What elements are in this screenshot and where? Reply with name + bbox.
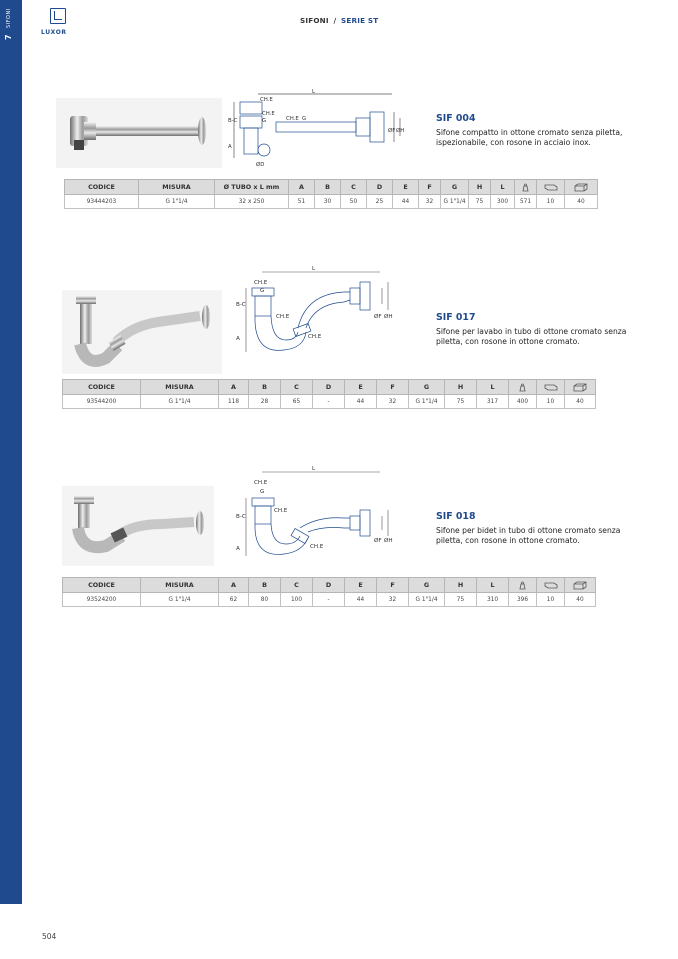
cell: G 1"1/4 bbox=[139, 195, 215, 209]
spec-table-sif018 bbox=[62, 577, 596, 607]
label-d: ØD bbox=[256, 162, 265, 168]
label-h: ØH bbox=[384, 314, 393, 320]
technical-drawing-sif017 bbox=[232, 262, 418, 362]
col-header: C bbox=[281, 380, 313, 395]
page-number: 504 bbox=[42, 932, 57, 941]
header-series: SERIE ST bbox=[341, 16, 379, 25]
cell: 10 bbox=[537, 593, 565, 607]
cell: 32 bbox=[377, 593, 409, 607]
label-a: A bbox=[236, 336, 240, 342]
spec-table-sif004 bbox=[64, 179, 598, 209]
product-photo-sif018 bbox=[62, 486, 214, 566]
col-header: CODICE bbox=[63, 380, 141, 395]
product-code-sif018: SIF 018 bbox=[436, 511, 476, 522]
cell: 93444203 bbox=[65, 195, 139, 209]
col-header: L bbox=[491, 180, 515, 195]
technical-drawing-sif018 bbox=[232, 462, 418, 562]
label-h: ØH bbox=[384, 538, 393, 544]
cell: 25 bbox=[367, 195, 393, 209]
weight-icon bbox=[509, 578, 537, 593]
product-description-sif017: Sifone per lavabo in tubo di ottone cromato senza piletta, con rosone in ottone cromato. bbox=[436, 327, 627, 346]
cell: 310 bbox=[477, 593, 509, 607]
page-header bbox=[300, 16, 378, 25]
col-header: E bbox=[393, 180, 419, 195]
cell: 571 bbox=[515, 195, 537, 209]
cell: 44 bbox=[345, 593, 377, 607]
col-header: E bbox=[345, 380, 377, 395]
col-header: L bbox=[477, 578, 509, 593]
col-header: A bbox=[289, 180, 315, 195]
label-f: ØF bbox=[388, 128, 396, 134]
label-ch-e-2: CH.E bbox=[262, 111, 275, 117]
cell: 44 bbox=[393, 195, 419, 209]
label-bc: B-C bbox=[236, 302, 246, 308]
col-header: Ø TUBO x L mm bbox=[215, 180, 289, 195]
cell: G 1"1/4 bbox=[141, 593, 219, 607]
table-row bbox=[63, 593, 596, 607]
label-ch-e-1: CH.E bbox=[260, 97, 273, 103]
col-header: D bbox=[313, 380, 345, 395]
box-icon bbox=[537, 578, 565, 593]
weight-icon bbox=[515, 180, 537, 195]
product-description-sif018: Sifone per bidet in tubo di ottone cromato senza piletta, con rosone in ottone cromato. bbox=[436, 526, 621, 545]
table-row bbox=[63, 395, 596, 409]
cell: 300 bbox=[491, 195, 515, 209]
chapter-sidebar bbox=[0, 0, 22, 904]
cell: 100 bbox=[281, 593, 313, 607]
col-header: C bbox=[281, 578, 313, 593]
label-ch-e-3: CH.E bbox=[286, 116, 299, 122]
cell: 93524200 bbox=[63, 593, 141, 607]
product-code-sif004: SIF 004 bbox=[436, 113, 476, 124]
label-h: ØH bbox=[396, 128, 405, 134]
label-bc: B-C bbox=[236, 514, 246, 520]
label-ch-e-3: CH.E bbox=[308, 334, 322, 340]
box-icon bbox=[537, 380, 565, 395]
carton-icon bbox=[565, 578, 596, 593]
col-header: MISURA bbox=[139, 180, 215, 195]
cell: 10 bbox=[537, 395, 565, 409]
col-header: CODICE bbox=[65, 180, 139, 195]
carton-icon bbox=[565, 380, 596, 395]
cell: 75 bbox=[445, 593, 477, 607]
cell: 62 bbox=[219, 593, 249, 607]
header-category: SIFONI bbox=[300, 16, 329, 25]
product-photo-sif004 bbox=[56, 98, 222, 168]
table-row bbox=[65, 195, 598, 209]
label-ch-e-2: CH.E bbox=[276, 314, 290, 320]
col-header: G bbox=[441, 180, 469, 195]
cell: 75 bbox=[445, 395, 477, 409]
cell: 396 bbox=[509, 593, 537, 607]
product-photo-sif017 bbox=[62, 290, 222, 374]
box-icon bbox=[537, 180, 565, 195]
col-header: D bbox=[367, 180, 393, 195]
cell: 40 bbox=[565, 195, 598, 209]
spec-table-sif017 bbox=[62, 379, 596, 409]
col-header: E bbox=[345, 578, 377, 593]
cell: G 1"1/4 bbox=[409, 395, 445, 409]
cell: 40 bbox=[565, 593, 596, 607]
col-header: H bbox=[445, 578, 477, 593]
label-g: G bbox=[260, 489, 265, 495]
col-header: G bbox=[409, 578, 445, 593]
cell: 93544200 bbox=[63, 395, 141, 409]
col-header: C bbox=[341, 180, 367, 195]
cell: 65 bbox=[281, 395, 313, 409]
col-header: MISURA bbox=[141, 380, 219, 395]
col-header: H bbox=[469, 180, 491, 195]
brand-logo bbox=[40, 6, 80, 38]
col-header: B bbox=[249, 380, 281, 395]
cell: 40 bbox=[565, 395, 596, 409]
cell: 30 bbox=[315, 195, 341, 209]
cell: G 1"1/4 bbox=[441, 195, 469, 209]
table-header-row bbox=[63, 578, 596, 593]
label-g: G bbox=[260, 288, 265, 294]
col-header: L bbox=[477, 380, 509, 395]
label-a: A bbox=[228, 144, 232, 150]
cell: 32 x 250 bbox=[215, 195, 289, 209]
label-ch-e-1: CH.E bbox=[254, 480, 268, 486]
product-code-sif017: SIF 017 bbox=[436, 312, 476, 323]
label-l: L bbox=[312, 466, 316, 472]
label-bc: B-C bbox=[228, 118, 238, 124]
cell: 80 bbox=[249, 593, 281, 607]
cell: 50 bbox=[341, 195, 367, 209]
label-f: ØF bbox=[374, 538, 382, 544]
weight-icon bbox=[509, 380, 537, 395]
col-header: G bbox=[409, 380, 445, 395]
col-header: F bbox=[377, 578, 409, 593]
col-header: B bbox=[315, 180, 341, 195]
table-header-row bbox=[63, 380, 596, 395]
col-header: A bbox=[219, 578, 249, 593]
cell: - bbox=[313, 395, 345, 409]
cell: 44 bbox=[345, 395, 377, 409]
label-l: L bbox=[312, 89, 316, 95]
product-description-sif004: Sifone compatto in ottone cromato senza piletta, ispezionabile, con rosone in acciaio inox. bbox=[436, 128, 623, 147]
col-header: MISURA bbox=[141, 578, 219, 593]
label-f: ØF bbox=[374, 314, 382, 320]
col-header: D bbox=[313, 578, 345, 593]
col-header: CODICE bbox=[63, 578, 141, 593]
label-g: G bbox=[262, 118, 267, 124]
col-header: F bbox=[419, 180, 441, 195]
col-header: F bbox=[377, 380, 409, 395]
cell: G 1"1/4 bbox=[409, 593, 445, 607]
label-g-2: G bbox=[302, 116, 307, 122]
cell: 400 bbox=[509, 395, 537, 409]
cell: 32 bbox=[419, 195, 441, 209]
carton-icon bbox=[565, 180, 598, 195]
col-header: H bbox=[445, 380, 477, 395]
cell: 28 bbox=[249, 395, 281, 409]
table-header-row bbox=[65, 180, 598, 195]
cell: 317 bbox=[477, 395, 509, 409]
label-l: L bbox=[312, 266, 316, 272]
label-ch-e-3: CH.E bbox=[310, 544, 324, 550]
label-a: A bbox=[236, 546, 240, 552]
label-ch-e-2: CH.E bbox=[274, 508, 288, 514]
label-ch-e-1: CH.E bbox=[254, 280, 268, 286]
technical-drawing-sif004 bbox=[226, 88, 412, 170]
cell: 118 bbox=[219, 395, 249, 409]
cell: 10 bbox=[537, 195, 565, 209]
sidebar-section-label: SIFONI bbox=[6, 8, 12, 28]
cell: 75 bbox=[469, 195, 491, 209]
col-header: B bbox=[249, 578, 281, 593]
header-separator: / bbox=[333, 16, 337, 25]
col-header: A bbox=[219, 380, 249, 395]
cell: G 1"1/4 bbox=[141, 395, 219, 409]
cell: - bbox=[313, 593, 345, 607]
brand-name: LUXOR bbox=[41, 29, 67, 36]
cell: 32 bbox=[377, 395, 409, 409]
cell: 51 bbox=[289, 195, 315, 209]
logo-icon bbox=[50, 8, 66, 24]
sidebar-chapter-number: 7 bbox=[4, 34, 13, 40]
